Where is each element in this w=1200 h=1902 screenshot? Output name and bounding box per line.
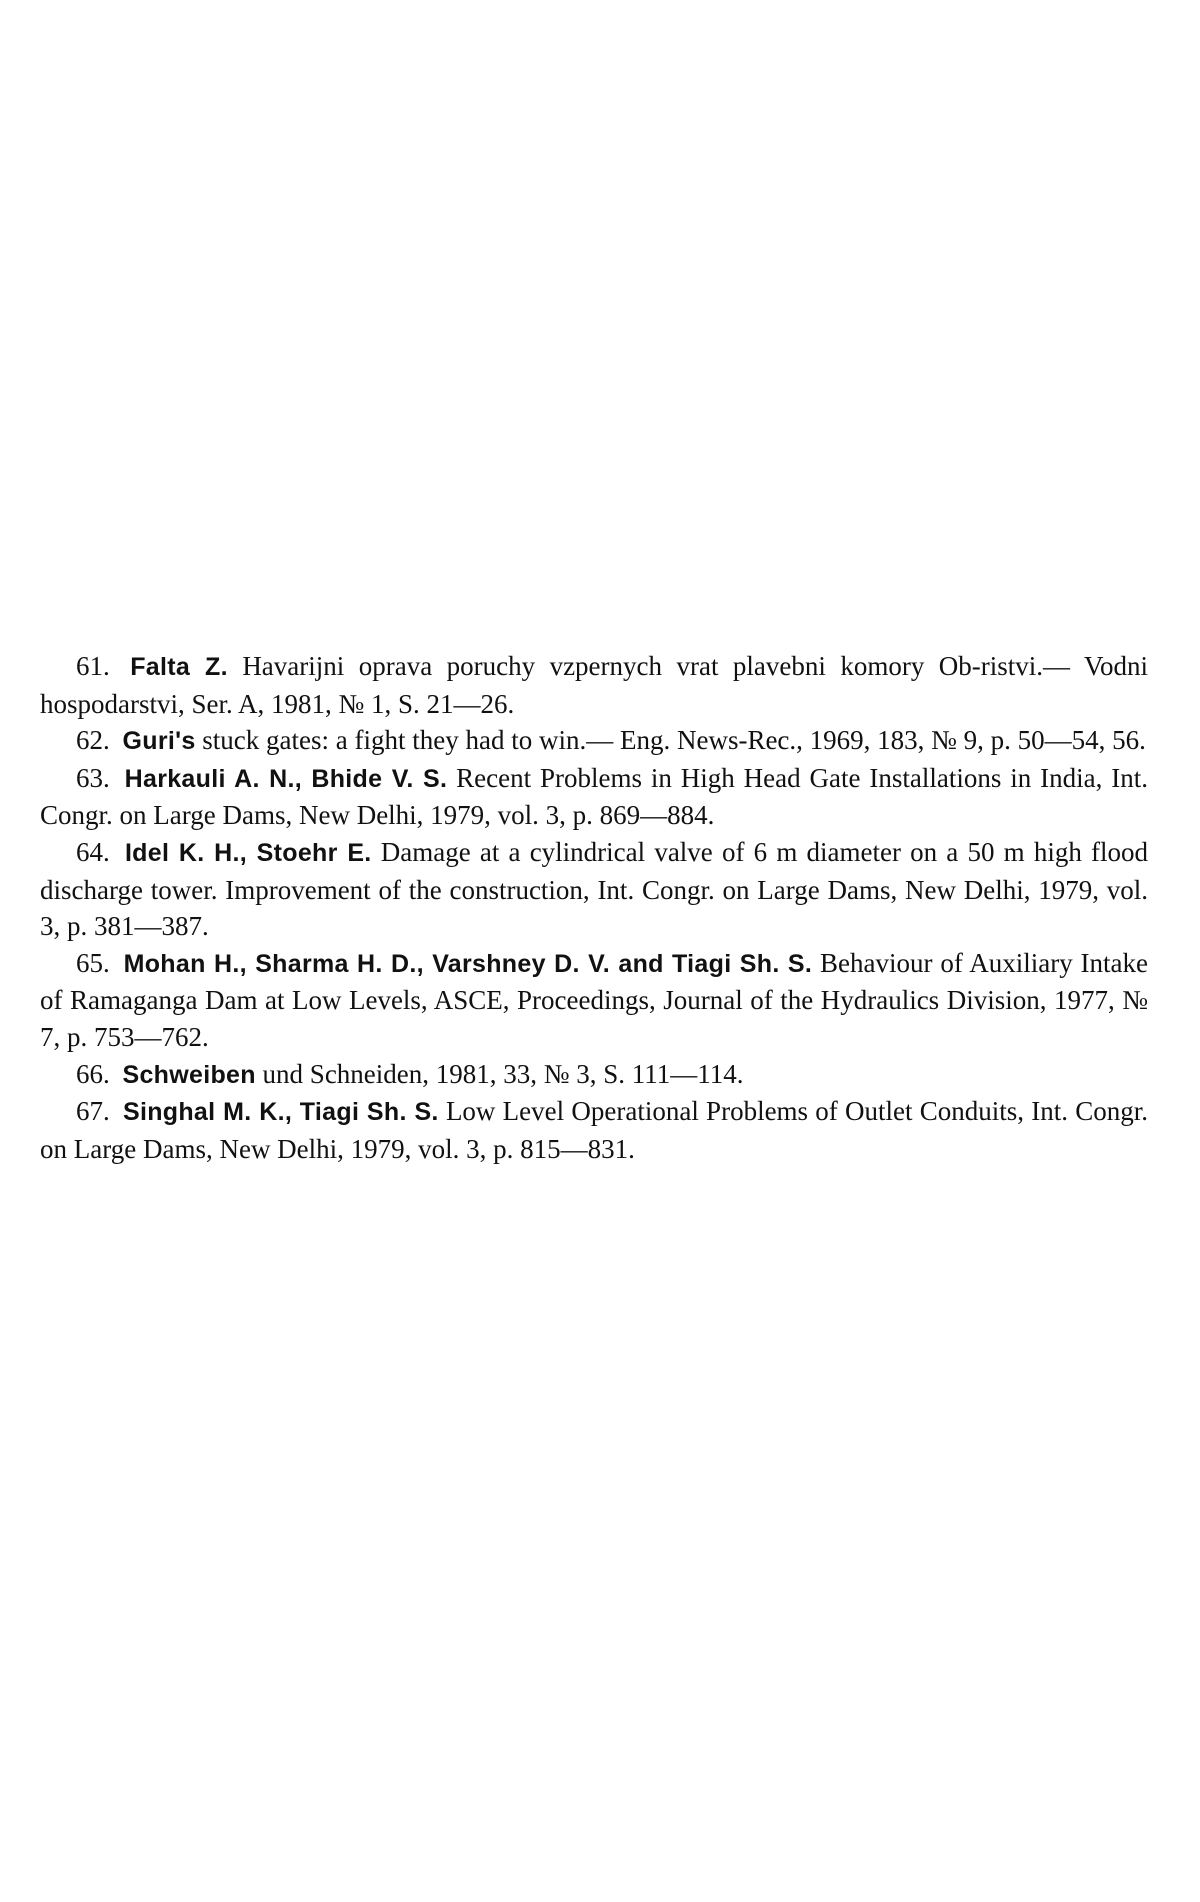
reference-authors: Schweiben [122,1060,256,1089]
reference-text: Recent Problems in High Head Gate Installations in India, Int. Congr. on Large Dams, New Delhi, 1979, vol. 3, p. 869—884. [40,762,1148,831]
reference-number: 62. [76,725,110,756]
reference-authors: Falta Z. [130,653,228,681]
reference-number: 67. [76,1096,110,1127]
reference-number: 65. [76,947,110,978]
reference-item-61 [40,648,1148,722]
reference-item-63 [40,760,1148,834]
reference-list [40,648,1148,1167]
reference-text: stuck gates: a fight they had to win.— Eng. News-Rec., 1969, 183, № 9, p. 50—54, 56. [202,725,1146,756]
reference-authors: Singhal M. K., Tiagi Sh. S. [123,1098,439,1127]
reference-text: Behaviour of Auxiliary Intake of Ramaganga Dam at Low Levels, ASCE, Proceedings, Journal of the Hydraulics Division, 1977, № 7, p. 753—762. [40,947,1149,1052]
reference-text: und Schneiden, 1981, 33, № 3, S. 111—114. [262,1058,744,1089]
reference-authors: Mohan H., Sharma H. D., Varshney D. V. and Tiagi Sh. S. [123,949,813,978]
reference-item-62 [40,722,1148,760]
reference-number: 64. [76,836,110,867]
reference-item-66 [40,1056,1148,1094]
reference-authors: Idel K. H., Stoehr E. [124,838,372,867]
reference-item-65 [40,945,1148,1056]
reference-text: Damage at a cylindrical valve of 6 m diameter on a 50 m high flood discharge tower. Improvement of the construction, Int. Congr. on Large Dams, New Delhi, 1979, vol. 3, p. 381—387. [40,836,1149,942]
reference-authors: Harkauli A. N., Bhide V. S. [124,764,448,793]
reference-item-67 [40,1093,1148,1167]
reference-text: Low Level Operational Problems of Outlet Conduits, Int. Congr. on Large Dams, New Delhi, 1979, vol. 3, p. 815—831. [40,1096,1149,1164]
reference-item-64 [40,834,1148,945]
reference-text: Havarijni oprava poruchy vzpernych vrat plavebni komory Ob-ristvi.— Vodni hospodarstvi, Ser. A, 1981, № 1, S. 21—26. [40,651,1149,719]
reference-number: 61. [76,651,110,681]
reference-number: 66. [76,1058,110,1089]
reference-number: 63. [76,762,110,793]
reference-authors: Guri's [122,727,196,756]
